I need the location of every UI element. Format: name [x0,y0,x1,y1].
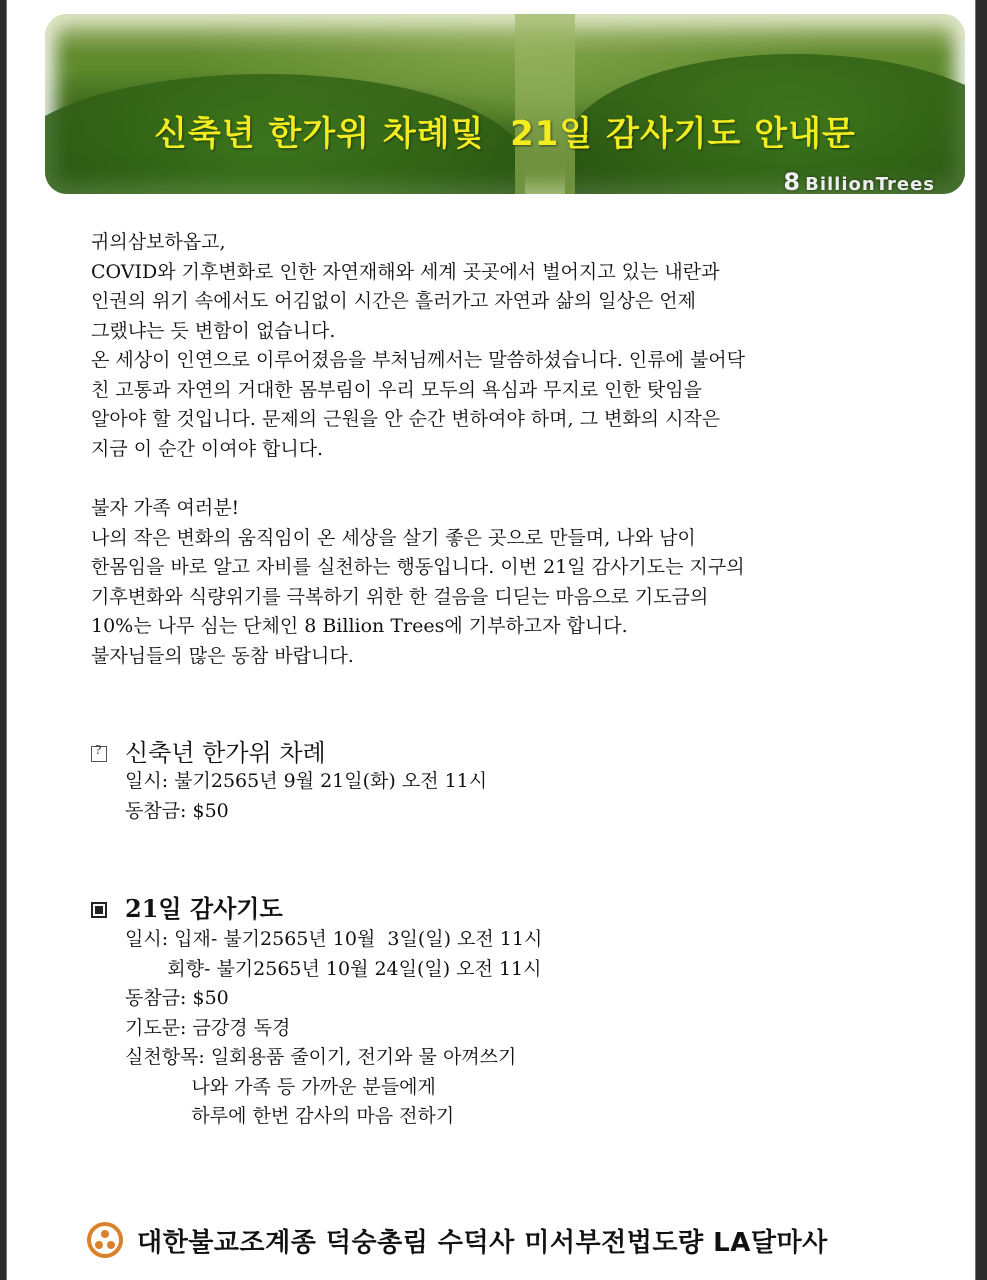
letter-body [91,228,931,671]
document-page [6,0,976,1280]
header-banner [45,14,965,194]
detail-line: 나와 가족 등 가까운 분들에게 [125,1075,436,1098]
banner-path [515,14,575,194]
detail-line: 회향- 불기2565년 10월 24일(일) 오전 11시 [125,957,542,980]
detail-line: 기도문: 금강경 독경 [125,1016,291,1039]
body-line: 그랬냐는 듯 변함이 없습니다. [91,319,336,342]
body-line: 기후변화와 식량위기를 극복하기 위한 한 걸음을 디딛는 마음으로 기도금의 [91,585,709,608]
section-heading-chuseok [91,733,326,768]
detail-line: 하루에 한번 감사의 마음 전하기 [125,1105,455,1127]
footer-temple-name: 대한불교조계종 덕숭총림 수덕사 미서부전법도량 LA달마사 [137,1227,828,1258]
placeholder-box-icon [91,746,107,762]
detail-line: 실천항목: 일회용품 줄이기, 전기와 물 아껴쓰기 [125,1046,517,1068]
footer [87,1218,828,1262]
body-line: 지금 이 순간 이여야 합니다. [91,437,324,460]
section-heading-prayer [91,889,283,924]
logo-number: 8 [783,168,802,194]
detail-line: 동참금: $50 [125,799,229,822]
body-line: 귀의삼보하옵고, [91,231,226,253]
detail-line: 일시: 불기2565년 9월 21일(화) 오전 11시 [125,770,488,792]
body-line: 10%는 나무 심는 단체인 8 Billion Trees에 기부하고자 합니다. [91,615,628,637]
body-line: 불자님들의 많은 동참 바랍니다. [91,644,354,667]
chuseok-details [125,767,487,826]
body-line: COVID와 기후변화로 인한 자연재해와 세계 곳곳에서 벌어지고 있는 내란과 [91,260,720,283]
detail-line: 일시: 입재- 불기2565년 10월 3일(일) 오전 11시 [125,928,543,950]
banner-sky [45,14,965,54]
section-heading-text: 신축년 한가위 차례 [125,739,326,767]
billion-trees-logo [783,168,935,194]
prayer-details [125,925,542,1132]
logo-text: BillionTrees [805,174,935,194]
banner-title: 신축년 한가위 차례및 21일 감사기도 안내문 [154,114,856,154]
temple-emblem-icon [87,1222,123,1258]
body-line: 알아야 할 것입니다. 문제의 근원을 안 순간 변하여야 하며, 그 변화의 시작은 [91,408,721,430]
body-line: 불자 가족 여러분! [91,497,240,519]
filled-square-icon [91,902,107,918]
body-line: 온 세상이 인연으로 이루어졌음을 부처님께서는 말씀하셨습니다. 인류에 불어닥 [91,349,745,371]
section-heading-text: 21일 감사기도 [125,894,283,923]
body-line: 친 고통과 자연의 거대한 몸부림이 우리 모두의 욕심과 무지로 인한 탓임을 [91,378,703,401]
detail-line: 동참금: $50 [125,987,229,1009]
body-line: 한몸임을 바로 알고 자비를 실천하는 행동입니다. 이번 21일 감사기도는 지구의 [91,556,745,578]
body-line: 인권의 위기 속에서도 어김없이 시간은 흘러가고 자연과 삶의 일상은 언제 [91,290,696,312]
body-line: 나의 작은 변화의 움직임이 온 세상을 살기 좋은 곳으로 만들며, 나와 남이 [91,526,696,549]
paragraph-gap [91,464,931,494]
